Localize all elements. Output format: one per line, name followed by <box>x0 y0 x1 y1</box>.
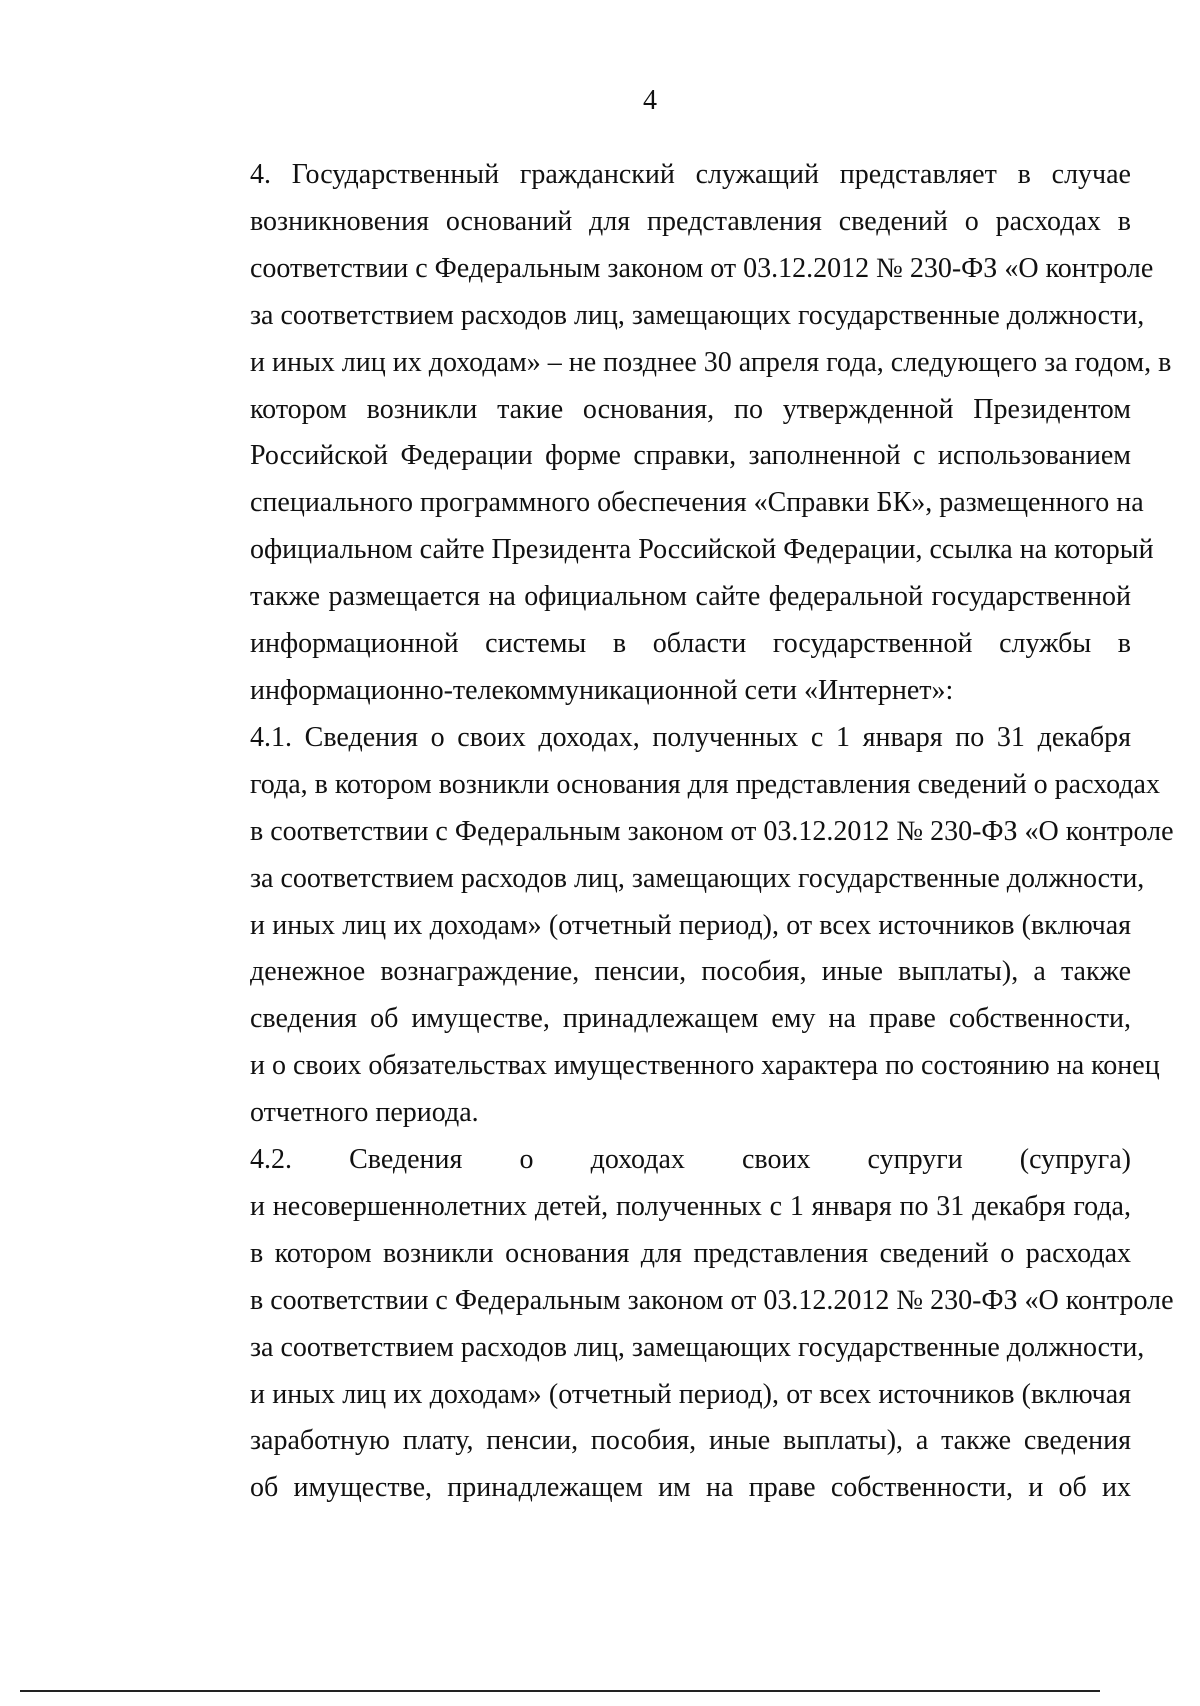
text-line: котором возникли такие основания, по утвержденной Президентом <box>250 393 1131 425</box>
text-line: информационной системы в области государственной службы в <box>250 628 1131 660</box>
text-line: за соответствием расходов лиц, замещающих государственные должности, <box>250 299 1145 331</box>
paragraph-4-2 <box>176 1137 1174 1512</box>
paragraph-4-1 <box>176 715 1174 1137</box>
text-line: информационно-телекоммуникационной сети «Интернет»: <box>250 674 954 706</box>
text-line: 4. Государственный гражданский служащий представляет в случае <box>250 159 1131 190</box>
document-body <box>176 152 1174 1512</box>
text-line: в соответствии с Федеральным законом от 03.12.2012 № 230-ФЗ «О контроле <box>250 1284 1174 1316</box>
text-line: за соответствием расходов лиц, замещающих государственные должности, <box>250 862 1145 894</box>
text-line: в котором возникли основания для представления сведений о расходах <box>250 1237 1131 1269</box>
text-line: заработную плату, пенсии, пособия, иные выплаты), а также сведения <box>250 1425 1131 1457</box>
text-line: денежное вознаграждение, пенсии, пособия, иные выплаты), а также <box>250 956 1131 988</box>
text-line: сведения об имуществе, принадлежащем ему на праве собственности, <box>250 1003 1131 1035</box>
text-line: отчетного периода. <box>250 1097 479 1129</box>
text-line: 4.2. Сведения о доходах своих супруги (супруга) <box>250 1144 1131 1176</box>
text-line: и о своих обязательствах имущественного характера по состоянию на конец <box>250 1050 1160 1082</box>
text-line: также размещается на официальном сайте федеральной государственной <box>250 581 1131 613</box>
text-line: и иных лиц их доходам» (отчетный период), от всех источников (включая <box>250 1378 1131 1410</box>
text-line: специального программного обеспечения «Справки БК», размещенного на <box>250 487 1144 519</box>
text-line: возникновения оснований для представления сведений о расходах в <box>250 205 1131 237</box>
text-line: Российской Федерации форме справки, заполненной с использованием <box>250 440 1131 472</box>
text-line: и несовершеннолетних детей, полученных с 1 января по 31 декабря года, <box>250 1190 1131 1222</box>
page-number: 4 <box>643 85 657 116</box>
text-line: и иных лиц их доходам» (отчетный период), от всех источников (включая <box>250 909 1131 941</box>
text-line: об имуществе, принадлежащем им на праве собственности, и об их <box>250 1472 1131 1504</box>
text-line: года, в котором возникли основания для представления сведений о расходах <box>250 768 1160 800</box>
text-line: и иных лиц их доходам» – не позднее 30 апреля года, следующего за годом, в <box>250 346 1172 378</box>
text-line: соответствии с Федеральным законом от 03.12.2012 № 230-ФЗ «О контроле <box>250 252 1154 284</box>
text-line: в соответствии с Федеральным законом от 03.12.2012 № 230-ФЗ «О контроле <box>250 815 1174 847</box>
text-line: за соответствием расходов лиц, замещающих государственные должности, <box>250 1331 1145 1363</box>
text-line: 4.1. Сведения о своих доходах, полученных с 1 января по 31 декабря <box>250 721 1131 753</box>
text-line: официальном сайте Президента Российской Федерации, ссылка на который <box>250 534 1154 566</box>
paragraph-4 <box>176 152 1172 715</box>
scan-edge-line <box>20 1690 1100 1692</box>
